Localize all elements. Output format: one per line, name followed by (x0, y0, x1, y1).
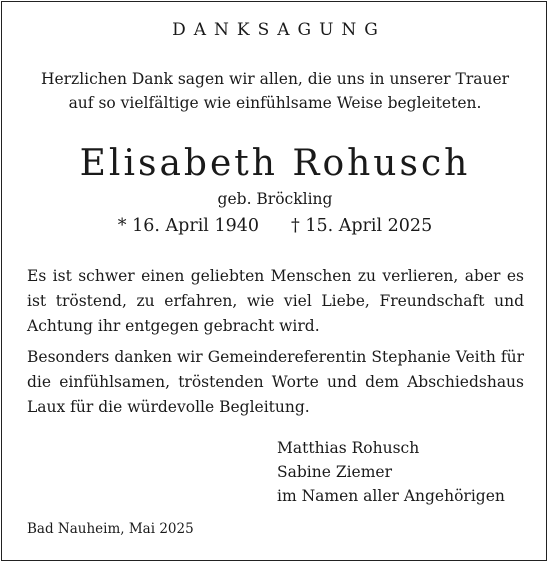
signer-name: Matthias Rohusch (277, 439, 420, 457)
thanks-line: auf so vielfältige wie einfühlsame Weise begleiteten. (68, 94, 482, 112)
signers-block (277, 436, 505, 508)
paragraph-loss: Es ist schwer einen geliebten Menschen zu verlieren, aber es ist tröstend, zu erfahren, wie viel Liebe, Freundschaft und Achtung ihr entgegen gebracht wird. (27, 267, 524, 335)
deceased-name: Elisabeth Rohusch (79, 143, 471, 184)
place-date: Bad Nauheim, Mai 2025 (27, 521, 194, 537)
signer-name: Sabine Ziemer (277, 463, 393, 481)
thanks-line: Herzlichen Dank sagen wir allen, die uns in unserer Trauer (40, 70, 510, 88)
signer-note: im Namen aller Angehörigen (277, 487, 505, 505)
paragraph-special-thanks: Besonders danken wir Gemeindereferentin Stephanie Veith für die einfühlsamen, tröstenden Worte und dem Abschiedshaus Laux für die würdevolle Begleitung. (27, 348, 524, 416)
life-dates (0, 216, 550, 236)
thanks-text (0, 67, 550, 115)
birth-date: * 16. April 1940 (117, 216, 259, 236)
birth-name: geb. Bröckling (217, 190, 333, 208)
death-date: † 15. April 2025 (291, 216, 433, 236)
notice-heading: DANKSAGUNG (172, 20, 386, 40)
